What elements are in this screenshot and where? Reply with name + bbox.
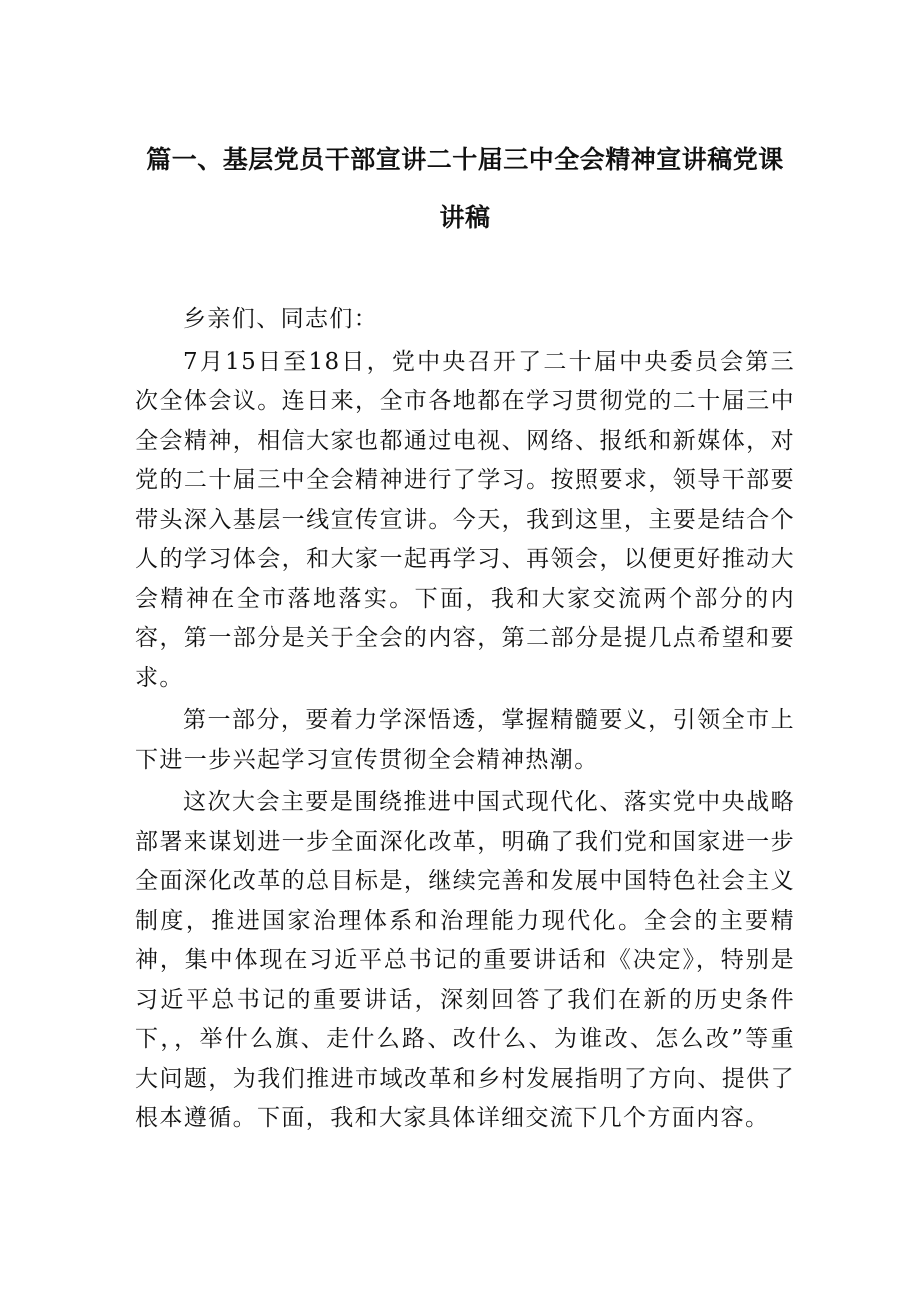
salutation: 乡亲们、同志们：: [183, 306, 379, 332]
paragraph-1: 7月15日至18日，党中央召开了二十届中央委员会第三次全体会议。连日来，全市各地都在学习贯彻党的二十届三中全会精神，相信大家也都通过电视、网络、报纸和新媒体，对党的二十届三中全会精神进行了学习。按照要求，领导干部要带头深入基层一线宣传宣讲。今天，我到这里，主要是结合个人的学习体会，和大家一起再学习、再领会，以便更好推动大会精神在全市落地落实。下面，我和大家交流两个部分的内容，第一部分是关于全会的内容，第二部分是提几点希望和要求。: [135, 348, 795, 691]
paragraph-2: 第一部分，要着力学深悟透，掌握精髓要义，引领全市上下进一步兴起学习宣传贯彻全会精神热潮。: [135, 707, 795, 773]
document-body: [135, 300, 795, 1139]
document-title-line-1: 篇一、基层党员干部宣讲二十届三中全会精神宣讲稿党课: [146, 145, 784, 174]
document-title-line-2: 讲稿: [439, 203, 491, 232]
paragraph-3: 这次大会主要是围绕推进中国式现代化、落实党中央战略部署来谋划进一步全面深化改革，明确了我们党和国家进一步全面深化改革的总目标是，继续完善和发展中国特色社会主义制度，推进国家治理体系和治理能力现代化。全会的主要精神，集中体现在习近平总书记的重要讲话和《决定》，特别是习近平总书记的重要讲话，深刻回答了我们在新的历史条件下，，举什么旗、走什么路、改什么、为谁改、怎么改”等重大问题，为我们推进市域改革和乡村发展指明了方向、提供了根本遵循。下面，我和大家具体详细交流下几个方面内容。: [135, 789, 795, 1131]
